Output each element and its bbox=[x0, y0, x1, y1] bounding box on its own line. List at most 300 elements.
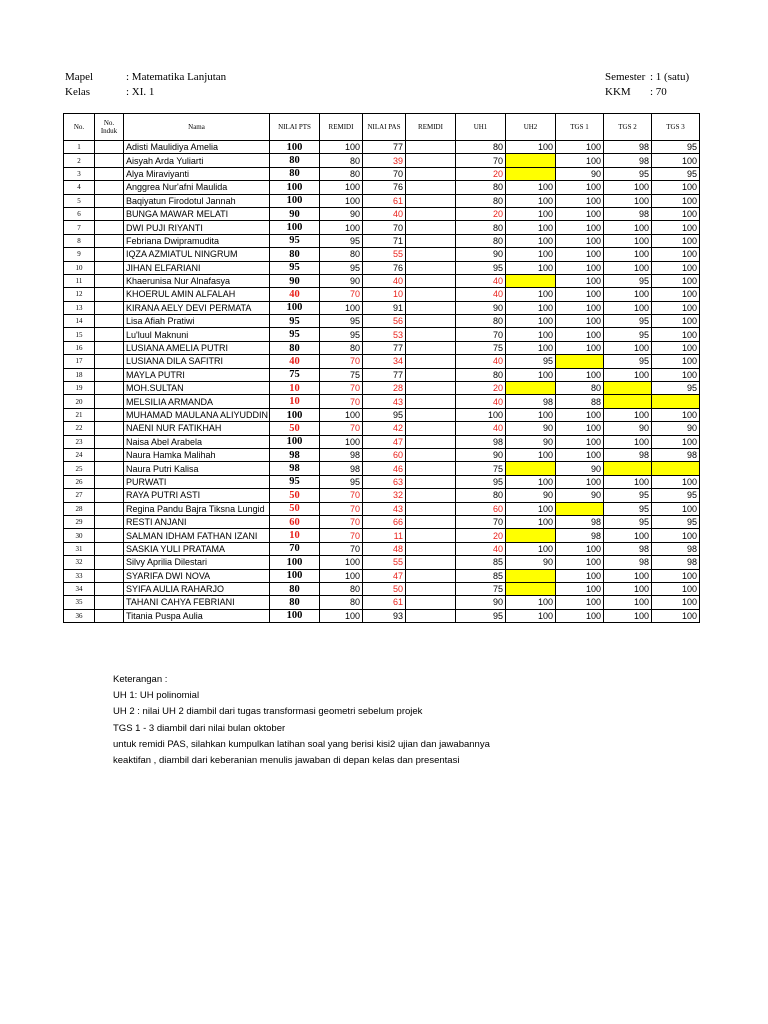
note-uh1: UH 1: UH polinomial bbox=[113, 690, 200, 702]
cell-tgs3: 95 bbox=[652, 489, 700, 502]
cell-remidi-pts: 80 bbox=[320, 341, 363, 354]
cell-nama: JIHAN ELFARIANI bbox=[124, 261, 270, 274]
cell-no-induk bbox=[95, 395, 124, 408]
cell-remidi-pas bbox=[406, 328, 456, 341]
cell-tgs2: 100 bbox=[604, 181, 652, 194]
cell-nama: LUSIANA AMELIA PUTRI bbox=[124, 341, 270, 354]
cell-nilai-pas: 70 bbox=[363, 167, 406, 180]
cell-tgs3: 100 bbox=[652, 569, 700, 582]
cell-nilai-pts: 80 bbox=[270, 596, 320, 609]
cell-tgs2: 100 bbox=[604, 248, 652, 261]
cell-tgs1: 100 bbox=[556, 341, 604, 354]
cell-remidi-pas bbox=[406, 502, 456, 515]
cell-remidi-pts: 95 bbox=[320, 234, 363, 247]
cell-remidi-pas bbox=[406, 542, 456, 555]
cell-uh2 bbox=[506, 167, 556, 180]
cell-tgs3: 100 bbox=[652, 408, 700, 421]
cell-tgs3: 95 bbox=[652, 141, 700, 154]
table-row bbox=[64, 596, 700, 609]
semester-label: Semester bbox=[605, 71, 646, 83]
col-header-nilai-pts: NILAI PTS bbox=[270, 114, 320, 141]
cell-uh2: 90 bbox=[506, 435, 556, 448]
cell-nilai-pts: 80 bbox=[270, 167, 320, 180]
cell-remidi-pts: 70 bbox=[320, 489, 363, 502]
cell-uh1: 95 bbox=[456, 609, 506, 622]
col-header-tgs2: TGS 2 bbox=[604, 114, 652, 141]
col-header-tgs1: TGS 1 bbox=[556, 114, 604, 141]
cell-nilai-pas: 91 bbox=[363, 301, 406, 314]
cell-no-induk bbox=[95, 141, 124, 154]
cell-tgs2: 100 bbox=[604, 596, 652, 609]
cell-tgs2: 100 bbox=[604, 288, 652, 301]
cell-no: 3 bbox=[64, 167, 95, 180]
cell-uh1: 60 bbox=[456, 502, 506, 515]
cell-nama: Naura Hamka Malihah bbox=[124, 448, 270, 461]
table-row bbox=[64, 408, 700, 421]
cell-tgs3: 100 bbox=[652, 207, 700, 220]
table-row bbox=[64, 515, 700, 528]
cell-nama: LUSIANA DILA SAFITRI bbox=[124, 355, 270, 368]
cell-no: 23 bbox=[64, 435, 95, 448]
cell-uh1: 70 bbox=[456, 515, 506, 528]
cell-remidi-pas bbox=[406, 341, 456, 354]
cell-nilai-pts: 50 bbox=[270, 422, 320, 435]
cell-no-induk bbox=[95, 221, 124, 234]
cell-tgs3: 100 bbox=[652, 596, 700, 609]
cell-remidi-pas bbox=[406, 141, 456, 154]
cell-tgs1: 100 bbox=[556, 274, 604, 287]
cell-nilai-pts: 100 bbox=[270, 435, 320, 448]
cell-uh2: 100 bbox=[506, 596, 556, 609]
cell-tgs2: 100 bbox=[604, 609, 652, 622]
table-row bbox=[64, 221, 700, 234]
table-row bbox=[64, 194, 700, 207]
cell-uh2: 100 bbox=[506, 502, 556, 515]
cell-nilai-pas: 32 bbox=[363, 489, 406, 502]
cell-nama: BUNGA MAWAR MELATI bbox=[124, 207, 270, 220]
cell-no: 25 bbox=[64, 462, 95, 475]
cell-remidi-pas bbox=[406, 408, 456, 421]
cell-uh1: 20 bbox=[456, 207, 506, 220]
cell-nilai-pts: 100 bbox=[270, 556, 320, 569]
cell-remidi-pts: 70 bbox=[320, 288, 363, 301]
cell-remidi-pts: 100 bbox=[320, 556, 363, 569]
table-row bbox=[64, 395, 700, 408]
cell-uh2: 100 bbox=[506, 181, 556, 194]
cell-no: 28 bbox=[64, 502, 95, 515]
cell-tgs3: 100 bbox=[652, 609, 700, 622]
cell-tgs3: 100 bbox=[652, 234, 700, 247]
cell-no: 1 bbox=[64, 141, 95, 154]
cell-uh1: 20 bbox=[456, 529, 506, 542]
cell-uh2: 95 bbox=[506, 355, 556, 368]
cell-tgs2: 100 bbox=[604, 234, 652, 247]
cell-no-induk bbox=[95, 609, 124, 622]
cell-nama: Anggrea Nur'afni Maulida bbox=[124, 181, 270, 194]
cell-no-induk bbox=[95, 529, 124, 542]
cell-uh2: 100 bbox=[506, 141, 556, 154]
cell-tgs1: 80 bbox=[556, 382, 604, 395]
cell-tgs1: 100 bbox=[556, 596, 604, 609]
cell-nilai-pts: 80 bbox=[270, 582, 320, 595]
cell-tgs2: 100 bbox=[604, 368, 652, 381]
cell-nama: DWI PUJI RIYANTI bbox=[124, 221, 270, 234]
cell-uh2: 100 bbox=[506, 408, 556, 421]
cell-uh1: 80 bbox=[456, 315, 506, 328]
cell-nilai-pts: 100 bbox=[270, 194, 320, 207]
cell-tgs3: 95 bbox=[652, 382, 700, 395]
cell-no-induk bbox=[95, 569, 124, 582]
cell-tgs3: 100 bbox=[652, 301, 700, 314]
cell-uh1: 80 bbox=[456, 368, 506, 381]
cell-no: 13 bbox=[64, 301, 95, 314]
cell-no-induk bbox=[95, 515, 124, 528]
cell-nilai-pts: 10 bbox=[270, 395, 320, 408]
cell-uh2 bbox=[506, 274, 556, 287]
cell-tgs2: 98 bbox=[604, 448, 652, 461]
cell-tgs2: 98 bbox=[604, 141, 652, 154]
note-uh2: UH 2 : nilai UH 2 diambil dari tugas transformasi geometri sebelum projek bbox=[113, 706, 423, 718]
cell-nama: SYIFA AULIA RAHARJO bbox=[124, 582, 270, 595]
cell-remidi-pts: 100 bbox=[320, 181, 363, 194]
cell-tgs2: 95 bbox=[604, 355, 652, 368]
cell-no-induk bbox=[95, 582, 124, 595]
cell-no: 31 bbox=[64, 542, 95, 555]
cell-tgs1: 100 bbox=[556, 368, 604, 381]
cell-tgs1: 100 bbox=[556, 221, 604, 234]
cell-tgs1: 100 bbox=[556, 448, 604, 461]
table-row bbox=[64, 529, 700, 542]
cell-no: 16 bbox=[64, 341, 95, 354]
cell-uh2: 100 bbox=[506, 234, 556, 247]
cell-no: 21 bbox=[64, 408, 95, 421]
cell-remidi-pts: 80 bbox=[320, 167, 363, 180]
cell-uh1: 40 bbox=[456, 422, 506, 435]
cell-uh1: 40 bbox=[456, 542, 506, 555]
cell-nama: KIRANA AELY DEVI PERMATA bbox=[124, 301, 270, 314]
cell-tgs1: 100 bbox=[556, 328, 604, 341]
cell-uh1: 40 bbox=[456, 274, 506, 287]
cell-tgs2 bbox=[604, 382, 652, 395]
cell-nilai-pas: 61 bbox=[363, 194, 406, 207]
cell-uh1: 80 bbox=[456, 181, 506, 194]
table-row bbox=[64, 248, 700, 261]
table-row bbox=[64, 341, 700, 354]
cell-tgs3: 95 bbox=[652, 167, 700, 180]
cell-uh1: 85 bbox=[456, 556, 506, 569]
cell-nilai-pts: 100 bbox=[270, 221, 320, 234]
cell-remidi-pas bbox=[406, 167, 456, 180]
cell-uh1: 70 bbox=[456, 154, 506, 167]
cell-tgs1 bbox=[556, 355, 604, 368]
cell-uh2: 90 bbox=[506, 489, 556, 502]
cell-nilai-pts: 98 bbox=[270, 462, 320, 475]
cell-tgs1: 100 bbox=[556, 261, 604, 274]
cell-tgs1: 100 bbox=[556, 248, 604, 261]
cell-remidi-pts: 98 bbox=[320, 448, 363, 461]
cell-no: 30 bbox=[64, 529, 95, 542]
cell-tgs3 bbox=[652, 462, 700, 475]
table-row bbox=[64, 315, 700, 328]
cell-nilai-pas: 39 bbox=[363, 154, 406, 167]
cell-remidi-pas bbox=[406, 234, 456, 247]
cell-no: 32 bbox=[64, 556, 95, 569]
cell-tgs1 bbox=[556, 502, 604, 515]
cell-nama: TAHANI CAHYA FEBRIANI bbox=[124, 596, 270, 609]
cell-tgs2: 98 bbox=[604, 542, 652, 555]
cell-nama: Khaerunisa Nur Alnafasya bbox=[124, 274, 270, 287]
cell-remidi-pas bbox=[406, 288, 456, 301]
cell-tgs1: 100 bbox=[556, 569, 604, 582]
cell-nama: KHOERUL AMIN ALFALAH bbox=[124, 288, 270, 301]
cell-no: 35 bbox=[64, 596, 95, 609]
cell-tgs2: 100 bbox=[604, 475, 652, 488]
cell-uh2: 100 bbox=[506, 301, 556, 314]
cell-nilai-pas: 55 bbox=[363, 248, 406, 261]
notes-section bbox=[113, 672, 490, 769]
cell-nilai-pas: 47 bbox=[363, 569, 406, 582]
cell-uh2: 100 bbox=[506, 221, 556, 234]
cell-nilai-pas: 34 bbox=[363, 355, 406, 368]
cell-uh1: 80 bbox=[456, 194, 506, 207]
cell-no: 22 bbox=[64, 422, 95, 435]
cell-tgs2: 98 bbox=[604, 154, 652, 167]
cell-tgs3: 100 bbox=[652, 154, 700, 167]
cell-no-induk bbox=[95, 355, 124, 368]
cell-no: 20 bbox=[64, 395, 95, 408]
cell-remidi-pts: 70 bbox=[320, 502, 363, 515]
cell-nilai-pas: 60 bbox=[363, 448, 406, 461]
cell-uh1: 75 bbox=[456, 341, 506, 354]
cell-uh1: 20 bbox=[456, 382, 506, 395]
cell-uh2 bbox=[506, 154, 556, 167]
cell-remidi-pas bbox=[406, 207, 456, 220]
cell-uh1: 75 bbox=[456, 582, 506, 595]
cell-remidi-pas bbox=[406, 301, 456, 314]
cell-nilai-pts: 50 bbox=[270, 502, 320, 515]
cell-uh1: 40 bbox=[456, 395, 506, 408]
cell-tgs1: 100 bbox=[556, 288, 604, 301]
cell-no: 6 bbox=[64, 207, 95, 220]
cell-nilai-pts: 10 bbox=[270, 529, 320, 542]
cell-tgs2: 100 bbox=[604, 194, 652, 207]
cell-no-induk bbox=[95, 274, 124, 287]
cell-remidi-pts: 80 bbox=[320, 248, 363, 261]
table-row bbox=[64, 141, 700, 154]
cell-remidi-pts: 90 bbox=[320, 274, 363, 287]
cell-tgs1: 100 bbox=[556, 154, 604, 167]
cell-nama: MOH.SULTAN bbox=[124, 382, 270, 395]
cell-nilai-pts: 100 bbox=[270, 569, 320, 582]
cell-nama: SALMAN IDHAM FATHAN IZANI bbox=[124, 529, 270, 542]
cell-tgs1: 100 bbox=[556, 422, 604, 435]
table-row bbox=[64, 328, 700, 341]
cell-no-induk bbox=[95, 368, 124, 381]
cell-uh1: 80 bbox=[456, 489, 506, 502]
cell-uh2: 100 bbox=[506, 542, 556, 555]
cell-nilai-pas: 76 bbox=[363, 181, 406, 194]
cell-tgs1: 100 bbox=[556, 582, 604, 595]
cell-uh2: 100 bbox=[506, 515, 556, 528]
cell-nilai-pts: 100 bbox=[270, 301, 320, 314]
cell-remidi-pts: 95 bbox=[320, 261, 363, 274]
cell-remidi-pts: 95 bbox=[320, 315, 363, 328]
mapel-label: Mapel bbox=[65, 71, 94, 83]
cell-no: 34 bbox=[64, 582, 95, 595]
cell-remidi-pts: 100 bbox=[320, 569, 363, 582]
table-row bbox=[64, 435, 700, 448]
cell-no-induk bbox=[95, 234, 124, 247]
cell-no: 2 bbox=[64, 154, 95, 167]
cell-remidi-pas bbox=[406, 475, 456, 488]
table-row bbox=[64, 489, 700, 502]
cell-nilai-pts: 95 bbox=[270, 234, 320, 247]
cell-remidi-pas bbox=[406, 181, 456, 194]
cell-uh1: 85 bbox=[456, 569, 506, 582]
cell-no-induk bbox=[95, 382, 124, 395]
cell-tgs1: 100 bbox=[556, 301, 604, 314]
cell-remidi-pas bbox=[406, 556, 456, 569]
cell-no: 18 bbox=[64, 368, 95, 381]
cell-remidi-pts: 70 bbox=[320, 382, 363, 395]
cell-nilai-pas: 70 bbox=[363, 221, 406, 234]
cell-nama: Adisti Maulidiya Amelia bbox=[124, 141, 270, 154]
cell-uh1: 90 bbox=[456, 248, 506, 261]
cell-nilai-pts: 100 bbox=[270, 181, 320, 194]
table-row bbox=[64, 355, 700, 368]
cell-nilai-pas: 40 bbox=[363, 274, 406, 287]
cell-no-induk bbox=[95, 435, 124, 448]
table-row bbox=[64, 368, 700, 381]
cell-nilai-pts: 40 bbox=[270, 355, 320, 368]
semester-value: : 1 (satu) bbox=[650, 71, 690, 83]
cell-no: 11 bbox=[64, 274, 95, 287]
cell-remidi-pas bbox=[406, 582, 456, 595]
cell-remidi-pas bbox=[406, 315, 456, 328]
cell-uh1: 90 bbox=[456, 596, 506, 609]
cell-no-induk bbox=[95, 596, 124, 609]
cell-uh1: 90 bbox=[456, 448, 506, 461]
cell-uh1: 95 bbox=[456, 261, 506, 274]
cell-tgs1: 90 bbox=[556, 462, 604, 475]
col-header-tgs3: TGS 3 bbox=[652, 114, 700, 141]
cell-no: 17 bbox=[64, 355, 95, 368]
cell-tgs3: 100 bbox=[652, 341, 700, 354]
table-row bbox=[64, 502, 700, 515]
cell-uh2: 100 bbox=[506, 341, 556, 354]
cell-no-induk bbox=[95, 462, 124, 475]
cell-tgs3: 100 bbox=[652, 529, 700, 542]
cell-no-induk bbox=[95, 475, 124, 488]
cell-remidi-pas bbox=[406, 355, 456, 368]
cell-remidi-pas bbox=[406, 462, 456, 475]
cell-nilai-pas: 77 bbox=[363, 341, 406, 354]
table-row bbox=[64, 234, 700, 247]
table-row bbox=[64, 274, 700, 287]
cell-nama: Alya Miraviyanti bbox=[124, 167, 270, 180]
col-header-remidi-pts: REMIDI bbox=[320, 114, 363, 141]
cell-nilai-pas: 53 bbox=[363, 328, 406, 341]
cell-uh2: 100 bbox=[506, 448, 556, 461]
cell-no-induk bbox=[95, 207, 124, 220]
cell-tgs3: 100 bbox=[652, 435, 700, 448]
cell-nilai-pts: 75 bbox=[270, 368, 320, 381]
cell-tgs2: 95 bbox=[604, 489, 652, 502]
cell-no-induk bbox=[95, 181, 124, 194]
cell-nilai-pts: 90 bbox=[270, 207, 320, 220]
cell-tgs1: 100 bbox=[556, 207, 604, 220]
table-row bbox=[64, 181, 700, 194]
cell-uh1: 40 bbox=[456, 355, 506, 368]
cell-tgs2 bbox=[604, 462, 652, 475]
cell-tgs1: 100 bbox=[556, 609, 604, 622]
cell-no-induk bbox=[95, 288, 124, 301]
table-row bbox=[64, 207, 700, 220]
cell-nilai-pas: 66 bbox=[363, 515, 406, 528]
cell-no-induk bbox=[95, 556, 124, 569]
cell-remidi-pts: 100 bbox=[320, 141, 363, 154]
cell-tgs3: 100 bbox=[652, 355, 700, 368]
table-header-row bbox=[64, 114, 700, 141]
cell-no: 24 bbox=[64, 448, 95, 461]
cell-nilai-pts: 70 bbox=[270, 542, 320, 555]
cell-tgs1: 100 bbox=[556, 408, 604, 421]
cell-no-induk bbox=[95, 448, 124, 461]
cell-uh2: 90 bbox=[506, 556, 556, 569]
cell-nama: Titania Puspa Aulia bbox=[124, 609, 270, 622]
cell-nilai-pas: 95 bbox=[363, 408, 406, 421]
cell-remidi-pas bbox=[406, 596, 456, 609]
cell-tgs1: 90 bbox=[556, 489, 604, 502]
cell-remidi-pas bbox=[406, 368, 456, 381]
cell-no: 12 bbox=[64, 288, 95, 301]
cell-remidi-pts: 70 bbox=[320, 422, 363, 435]
cell-nilai-pas: 77 bbox=[363, 141, 406, 154]
cell-remidi-pas bbox=[406, 382, 456, 395]
cell-tgs2: 95 bbox=[604, 274, 652, 287]
cell-nilai-pts: 80 bbox=[270, 248, 320, 261]
cell-nilai-pas: 55 bbox=[363, 556, 406, 569]
cell-nilai-pts: 100 bbox=[270, 141, 320, 154]
cell-remidi-pas bbox=[406, 154, 456, 167]
cell-no-induk bbox=[95, 328, 124, 341]
table-row bbox=[64, 422, 700, 435]
col-header-nama: Nama bbox=[124, 114, 270, 141]
cell-nilai-pts: 40 bbox=[270, 288, 320, 301]
col-header-uh2: UH2 bbox=[506, 114, 556, 141]
cell-no: 14 bbox=[64, 315, 95, 328]
cell-tgs2: 100 bbox=[604, 582, 652, 595]
cell-no-induk bbox=[95, 422, 124, 435]
cell-no-induk bbox=[95, 502, 124, 515]
cell-remidi-pts: 95 bbox=[320, 328, 363, 341]
cell-no: 33 bbox=[64, 569, 95, 582]
cell-tgs3: 100 bbox=[652, 248, 700, 261]
cell-tgs3: 100 bbox=[652, 502, 700, 515]
cell-tgs3: 100 bbox=[652, 475, 700, 488]
cell-uh1: 100 bbox=[456, 408, 506, 421]
cell-nilai-pas: 61 bbox=[363, 596, 406, 609]
cell-no-induk bbox=[95, 341, 124, 354]
cell-no: 15 bbox=[64, 328, 95, 341]
cell-no-induk bbox=[95, 248, 124, 261]
cell-remidi-pts: 70 bbox=[320, 355, 363, 368]
grade-table-body bbox=[64, 141, 700, 623]
cell-nilai-pts: 95 bbox=[270, 475, 320, 488]
cell-tgs1: 100 bbox=[556, 475, 604, 488]
cell-tgs3: 98 bbox=[652, 542, 700, 555]
cell-uh2 bbox=[506, 462, 556, 475]
